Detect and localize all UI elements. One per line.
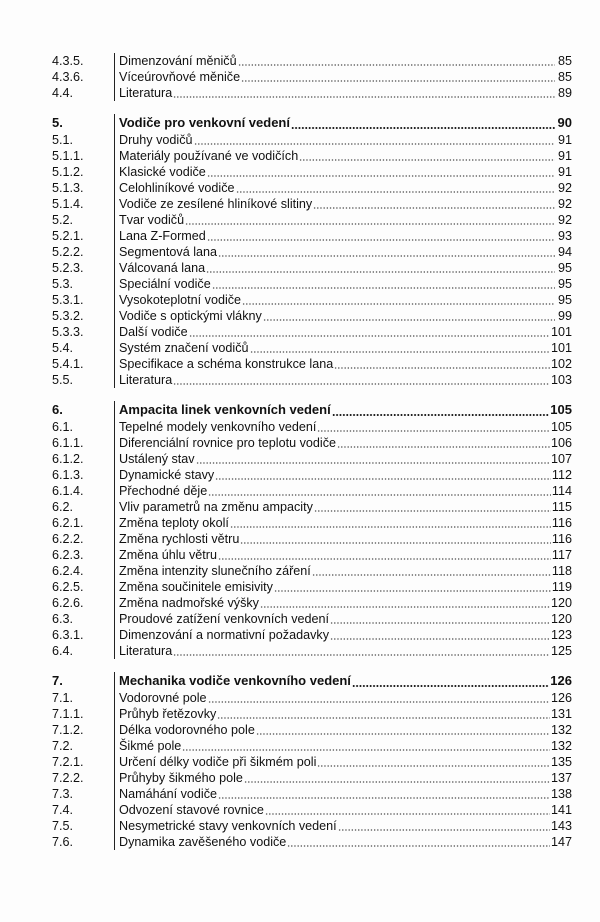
toc-entry-number: 6.2.2. (52, 532, 84, 546)
toc-entry-number: 6.2.5. (52, 580, 84, 594)
toc-page-number: 132 (550, 723, 572, 737)
dot-leader (242, 303, 555, 305)
toc-page-number: 91 (557, 149, 572, 163)
dot-leader (230, 526, 551, 528)
dot-leader (218, 558, 551, 560)
toc-entry-row[interactable] (52, 834, 572, 850)
dot-leader (287, 845, 550, 847)
toc-entry-number: 6. (52, 402, 63, 417)
dot-leader (218, 255, 555, 257)
toc-entry-row[interactable] (52, 467, 572, 483)
dot-leader (314, 510, 551, 512)
table-of-contents (52, 53, 572, 850)
toc-page-number: 117 (551, 548, 572, 562)
dot-leader (194, 143, 556, 145)
dot-leader (189, 335, 550, 337)
toc-entry-row[interactable] (52, 579, 572, 595)
section-gap (52, 388, 572, 401)
toc-entry-title: Odvození stavové rovnice (114, 802, 264, 818)
toc-entry-number: 5.5. (52, 373, 74, 387)
dot-leader (173, 96, 555, 98)
dot-leader (236, 191, 555, 193)
toc-entry-row[interactable] (52, 85, 572, 101)
toc-entry-title: Druhy vodičů (114, 132, 193, 148)
toc-entry-title: Vysokoteplotní vodiče (114, 292, 241, 308)
toc-entry-row[interactable] (52, 547, 572, 563)
toc-page-number: 137 (550, 771, 572, 785)
toc-page-number: 92 (557, 213, 572, 227)
toc-entry-number: 5.2.3. (52, 261, 84, 275)
toc-entry-number: 4.3.5. (52, 54, 84, 68)
dot-leader (217, 717, 550, 719)
toc-entry-row[interactable] (52, 515, 572, 531)
toc-entry-title: Změna rychlosti větru (114, 531, 239, 547)
toc-entry-row[interactable] (52, 308, 572, 324)
toc-entry-row[interactable] (52, 53, 572, 69)
dot-leader (317, 765, 550, 767)
dot-leader (206, 271, 555, 273)
toc-entry-row[interactable] (52, 276, 572, 292)
dot-leader (338, 829, 550, 831)
dot-leader (263, 319, 555, 321)
toc-entry-title: Změna součinitele emisivity (114, 579, 273, 595)
toc-entry-number: 5.3.2. (52, 309, 84, 323)
toc-entry-title: Změna úhlu větru (114, 547, 217, 563)
toc-entry-row[interactable] (52, 340, 572, 356)
dot-leader (208, 701, 550, 703)
toc-page-number: 102 (550, 357, 572, 371)
toc-page-number: 94 (557, 245, 572, 259)
toc-entry-number: 6.2. (52, 500, 74, 514)
toc-entry-title: Literatura (114, 372, 172, 388)
toc-entry-title: Dimenzování měničů (114, 53, 237, 69)
dot-leader (212, 287, 555, 289)
toc-entry-number: 5.3.1. (52, 293, 84, 307)
toc-entry-number: 7.1. (52, 691, 74, 705)
dot-leader (185, 223, 555, 225)
toc-entry-number: 4.4. (52, 86, 74, 100)
toc-entry-row[interactable] (52, 706, 572, 722)
toc-entry-number: 6.2.3. (52, 548, 84, 562)
dot-leader (240, 542, 551, 544)
toc-page-number: 112 (551, 468, 572, 482)
toc-entry-number: 7.5. (52, 819, 74, 833)
toc-entry-number: 4.3.6. (52, 70, 84, 84)
toc-entry-row[interactable] (52, 531, 572, 547)
toc-entry-number: 5. (52, 115, 63, 130)
toc-entry-title: Šikmé pole (114, 738, 181, 754)
toc-entry-title: Změna intenzity slunečního záření (114, 563, 311, 579)
toc-page-number: 114 (551, 484, 572, 498)
dot-leader (215, 478, 551, 480)
toc-entry-row[interactable] (52, 611, 572, 627)
toc-page-number: 105 (550, 402, 572, 417)
toc-entry-title: Literatura (114, 85, 172, 101)
toc-entry-number: 5.1.3. (52, 181, 84, 195)
toc-entry-row[interactable] (52, 483, 572, 499)
toc-page-number: 95 (557, 277, 572, 291)
toc-entry-row[interactable] (52, 324, 572, 340)
toc-page-number: 93 (557, 229, 572, 243)
toc-page-number: 118 (551, 564, 572, 578)
toc-chapter-row[interactable] (52, 672, 572, 690)
toc-page-number: 116 (551, 516, 572, 530)
toc-page-number: 107 (550, 452, 572, 466)
toc-entry-title: Dimenzování a normativní požadavky (114, 627, 329, 643)
toc-entry-number: 6.2.4. (52, 564, 84, 578)
toc-page-number: 95 (557, 293, 572, 307)
dot-leader (182, 749, 550, 751)
toc-entry-title: Materiály používané ve vodičích (114, 148, 298, 164)
toc-page-number: 106 (550, 436, 572, 450)
toc-entry-title: Tepelné modely venkovního vedení (114, 419, 316, 435)
toc-page-number: 116 (551, 532, 572, 546)
dot-leader (334, 367, 550, 369)
toc-entry-number: 7.1.1. (52, 707, 84, 721)
toc-entry-row[interactable] (52, 770, 572, 786)
toc-page-number: 131 (550, 707, 572, 721)
toc-page-number: 115 (551, 500, 572, 514)
toc-page-number: 103 (550, 373, 572, 387)
toc-entry-number: 5.2.1. (52, 229, 84, 243)
dot-leader (274, 590, 551, 592)
toc-entry-title: Nesymetrické stavy venkovních vedení (114, 818, 337, 834)
toc-chapter-row[interactable] (52, 401, 572, 419)
toc-entry-title: Celohliníkové vodiče (114, 180, 235, 196)
toc-entry-number: 6.2.1. (52, 516, 84, 530)
toc-entry-number: 6.4. (52, 644, 74, 658)
toc-entry-title: Klasické vodiče (114, 164, 206, 180)
toc-entry-number: 6.1.3. (52, 468, 84, 482)
toc-entry-row[interactable] (52, 419, 572, 435)
toc-entry-row[interactable] (52, 148, 572, 164)
toc-entry-number: 6.1.2. (52, 452, 84, 466)
toc-entry-row[interactable] (52, 818, 572, 834)
toc-entry-title: Změna teploty okolí (114, 515, 229, 531)
toc-entry-row[interactable] (52, 595, 572, 611)
dot-leader (313, 207, 555, 209)
toc-entry-number: 5.1. (52, 133, 74, 147)
toc-entry-row[interactable] (52, 802, 572, 818)
toc-entry-row[interactable] (52, 435, 572, 451)
toc-entry-title: Specifikace a schéma konstrukce lana (114, 356, 333, 372)
toc-entry-title: Segmentová lana (114, 244, 217, 260)
dot-leader (208, 494, 551, 496)
toc-entry-row[interactable] (52, 627, 572, 643)
dot-leader (317, 430, 550, 432)
toc-entry-title: Vodiče s optickými vlákny (114, 308, 262, 324)
toc-entry-row[interactable] (52, 292, 572, 308)
dot-leader (238, 64, 555, 66)
toc-entry-number: 6.1. (52, 420, 74, 434)
toc-entry-row[interactable] (52, 499, 572, 515)
toc-page-number: 123 (550, 628, 572, 642)
section-gap (52, 659, 572, 672)
toc-entry-title: Určení délky vodiče při šikmém poli (114, 754, 316, 770)
toc-entry-row[interactable] (52, 690, 572, 706)
toc-page-number: 125 (550, 644, 572, 658)
dot-leader (250, 351, 550, 353)
dot-leader (337, 446, 550, 448)
toc-page-number: 92 (557, 197, 572, 211)
toc-entry-row[interactable] (52, 754, 572, 770)
toc-entry-row[interactable] (52, 786, 572, 802)
toc-entry-row[interactable] (52, 244, 572, 260)
toc-page-number: 120 (550, 612, 572, 626)
dot-leader (256, 733, 550, 735)
toc-entry-title: Literatura (114, 643, 172, 659)
toc-page-number: 132 (550, 739, 572, 753)
toc-entry-title: Tvar vodičů (114, 212, 184, 228)
toc-page-number: 120 (550, 596, 572, 610)
toc-page-number: 99 (557, 309, 572, 323)
toc-entry-title: Speciální vodiče (114, 276, 211, 292)
toc-entry-number: 7.2. (52, 739, 74, 753)
toc-page-number: 143 (550, 819, 572, 833)
toc-page-number: 90 (557, 115, 572, 130)
dot-leader (207, 239, 555, 241)
toc-entry-number: 6.1.4. (52, 484, 84, 498)
toc-entry-number: 5.1.1. (52, 149, 84, 163)
toc-page-number: 101 (550, 341, 572, 355)
toc-entry-title: Ustálený stav (114, 451, 195, 467)
toc-entry-title: Dynamika zavěšeného vodiče (114, 834, 286, 850)
toc-entry-title: Dynamické stavy (114, 467, 214, 483)
toc-entry-number: 7.3. (52, 787, 74, 801)
dot-leader (332, 414, 550, 416)
toc-entry-title: Ampacita linek venkovních vedení (114, 401, 331, 419)
toc-entry-row[interactable] (52, 738, 572, 754)
toc-entry-number: 5.2. (52, 213, 74, 227)
toc-entry-number: 5.1.4. (52, 197, 84, 211)
dot-leader (330, 622, 550, 624)
dot-leader (291, 127, 555, 129)
toc-entry-number: 6.3. (52, 612, 74, 626)
toc-page-number: 135 (550, 755, 572, 769)
dot-leader (196, 462, 550, 464)
toc-entry-title: Vodorovné pole (114, 690, 207, 706)
toc-page-number: 85 (557, 54, 572, 68)
toc-entry-title: Systém značení vodičů (114, 340, 249, 356)
toc-entry-title: Lana Z-Formed (114, 228, 206, 244)
toc-entry-title: Průhyby šikmého pole (114, 770, 243, 786)
toc-entry-title: Proudové zatížení venkovních vedení (114, 611, 329, 627)
toc-entry-row[interactable] (52, 451, 572, 467)
toc-page-number: 147 (550, 835, 572, 849)
toc-entry-title: Vodiče pro venkovní vedení (114, 114, 290, 132)
toc-entry-title: Vodiče ze zesílené hliníkové slitiny (114, 196, 312, 212)
dot-leader (260, 606, 550, 608)
toc-entry-row[interactable] (52, 164, 572, 180)
toc-page-number: 119 (551, 580, 572, 594)
toc-entry-number: 7.2.1. (52, 755, 84, 769)
toc-page-number: 105 (550, 420, 572, 434)
toc-page-number: 85 (557, 70, 572, 84)
toc-entry-row[interactable] (52, 372, 572, 388)
toc-entry-row[interactable] (52, 563, 572, 579)
dot-leader (207, 175, 555, 177)
toc-page-number: 101 (550, 325, 572, 339)
toc-entry-title: Délka vodorovného pole (114, 722, 255, 738)
toc-entry-row[interactable] (52, 260, 572, 276)
dot-leader (173, 383, 550, 385)
toc-page-number: 92 (557, 181, 572, 195)
dot-leader (218, 797, 550, 799)
toc-entry-row[interactable] (52, 196, 572, 212)
toc-page-number: 126 (550, 691, 572, 705)
toc-entry-row[interactable] (52, 69, 572, 85)
toc-entry-title: Víceúrovňové měniče (114, 69, 240, 85)
dot-leader (352, 685, 549, 687)
toc-entry-row[interactable] (52, 228, 572, 244)
toc-entry-row[interactable] (52, 180, 572, 196)
toc-entry-title: Válcovaná lana (114, 260, 205, 276)
dot-leader (173, 654, 550, 656)
toc-entry-row[interactable] (52, 212, 572, 228)
toc-chapter-row[interactable] (52, 114, 572, 132)
section-gap (52, 101, 572, 114)
toc-entry-row[interactable] (52, 722, 572, 738)
dot-leader (312, 574, 551, 576)
dot-leader (244, 781, 550, 783)
dot-leader (265, 813, 550, 815)
toc-entry-number: 7.1.2. (52, 723, 84, 737)
toc-entry-number: 5.1.2. (52, 165, 84, 179)
toc-entry-number: 7.2.2. (52, 771, 84, 785)
toc-entry-number: 5.3. (52, 277, 74, 291)
toc-page-number: 138 (550, 787, 572, 801)
toc-entry-title: Průhyb řetězovky (114, 706, 216, 722)
toc-entry-title: Další vodiče (114, 324, 188, 340)
toc-entry-number: 5.4.1. (52, 357, 84, 371)
toc-page-number: 141 (550, 803, 572, 817)
toc-entry-number: 7.6. (52, 835, 74, 849)
dot-leader (330, 638, 550, 640)
toc-entry-title: Diferenciální rovnice pro teplotu vodiče (114, 435, 336, 451)
toc-entry-row[interactable] (52, 356, 572, 372)
toc-page-number: 91 (557, 133, 572, 147)
toc-entry-title: Namáhání vodiče (114, 786, 217, 802)
toc-entry-row[interactable] (52, 643, 572, 659)
toc-page-number: 91 (557, 165, 572, 179)
toc-entry-number: 6.1.1. (52, 436, 84, 450)
toc-entry-number: 5.3.3. (52, 325, 84, 339)
toc-entry-title: Přechodné děje (114, 483, 207, 499)
toc-entry-number: 7.4. (52, 803, 74, 817)
toc-entry-row[interactable] (52, 132, 572, 148)
toc-page-number: 95 (557, 261, 572, 275)
toc-entry-number: 6.2.6. (52, 596, 84, 610)
dot-leader (299, 159, 555, 161)
toc-entry-title: Vliv parametrů na změnu ampacity (114, 499, 313, 515)
toc-entry-number: 7. (52, 673, 63, 688)
toc-entry-number: 5.4. (52, 341, 74, 355)
toc-entry-number: 6.3.1. (52, 628, 84, 642)
toc-page-number: 89 (557, 86, 572, 100)
toc-entry-number: 5.2.2. (52, 245, 84, 259)
toc-entry-title: Mechanika vodiče venkovního vedení (114, 672, 351, 690)
toc-entry-title: Změna nadmořské výšky (114, 595, 259, 611)
dot-leader (241, 80, 555, 82)
toc-page-number: 126 (550, 673, 572, 688)
